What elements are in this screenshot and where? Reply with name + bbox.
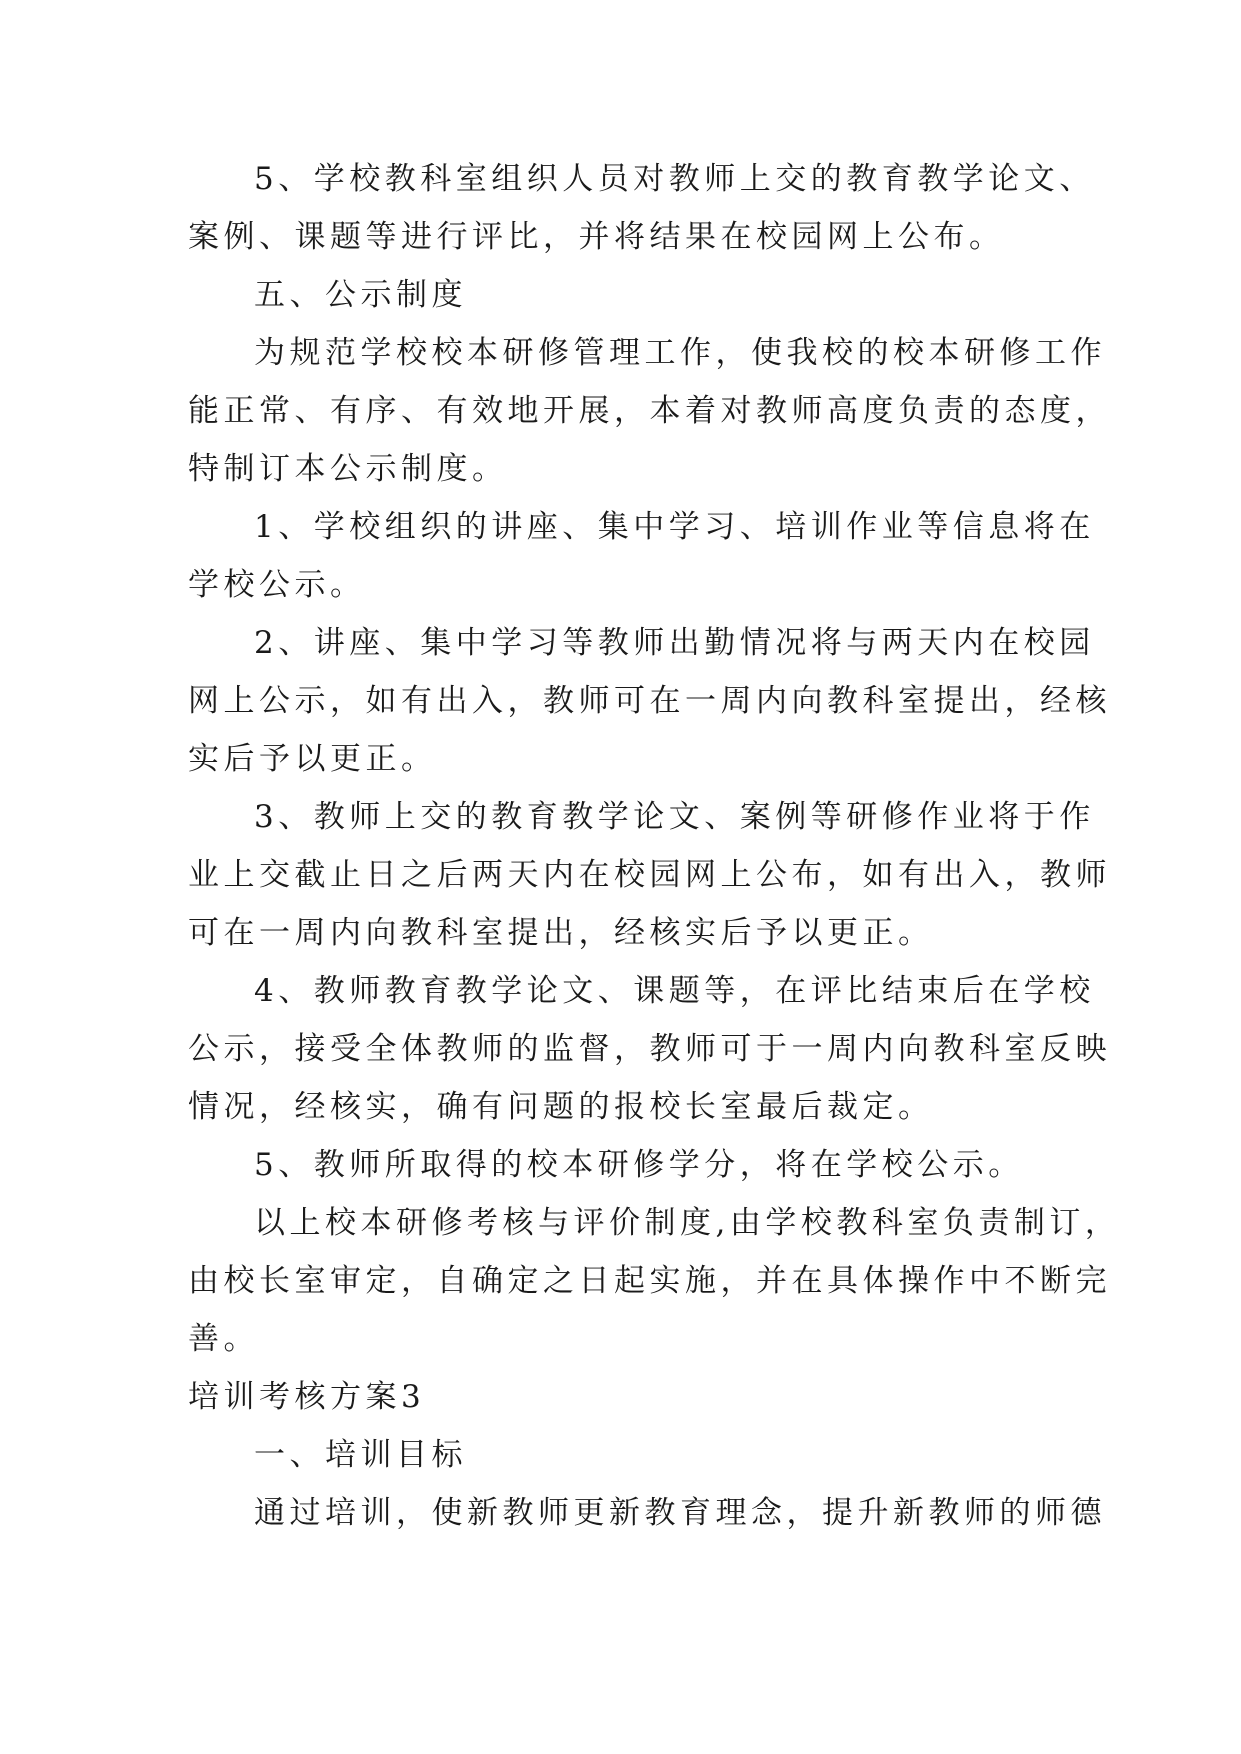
text-line: 情况，经核实，确有问题的报校长室最后裁定。 <box>188 1089 934 1125</box>
text-line: 以上校本研修考核与评价制度,由学校教科室负责制订， <box>254 1205 1121 1241</box>
text-line: 网上公示，如有出入，教师可在一周内向教科室提出，经核 <box>188 683 1111 719</box>
text-line: 4、教师教育教学论文、课题等，在评比结束后在学校 <box>254 973 1095 1009</box>
text-line: 实后予以更正。 <box>188 741 437 777</box>
text-line: 5、教师所取得的校本研修学分，将在学校公示。 <box>254 1147 1024 1183</box>
document-page <box>188 150 1121 1542</box>
section-heading: 五、公示制度 <box>254 277 467 313</box>
text-line: 为规范学校校本研修管理工作，使我校的校本研修工作 <box>254 335 1106 371</box>
text-line: 1、学校组织的讲座、集中学习、培训作业等信息将在 <box>254 509 1095 545</box>
text-line: 3、教师上交的教育教学论文、案例等研修作业将于作 <box>254 799 1095 835</box>
text-line: 由校长室审定，自确定之日起实施，并在具体操作中不断完 <box>188 1263 1111 1299</box>
section-heading: 一、培训目标 <box>254 1437 467 1473</box>
text-line: 通过培训，使新教师更新教育理念，提升新教师的师德 <box>254 1495 1106 1531</box>
text-line: 能正常、有序、有效地开展，本着对教师高度负责的态度， <box>188 393 1111 429</box>
text-line: 学校公示。 <box>188 567 366 603</box>
text-line: 2、讲座、集中学习等教师出勤情况将与两天内在校园 <box>254 625 1095 661</box>
text-line: 善。 <box>188 1321 259 1357</box>
document-title: 培训考核方案3 <box>188 1379 426 1415</box>
text-line: 可在一周内向教科室提出，经核实后予以更正。 <box>188 915 934 951</box>
text-line: 公示，接受全体教师的监督，教师可于一周内向教科室反映 <box>188 1031 1111 1067</box>
text-line: 案例、课题等进行评比，并将结果在校园网上公布。 <box>188 219 1005 255</box>
text-line: 5、学校教科室组织人员对教师上交的教育教学论文、 <box>254 161 1095 197</box>
text-line: 业上交截止日之后两天内在校园网上公布，如有出入，教师 <box>188 857 1111 893</box>
text-line: 特制订本公示制度。 <box>188 451 508 487</box>
